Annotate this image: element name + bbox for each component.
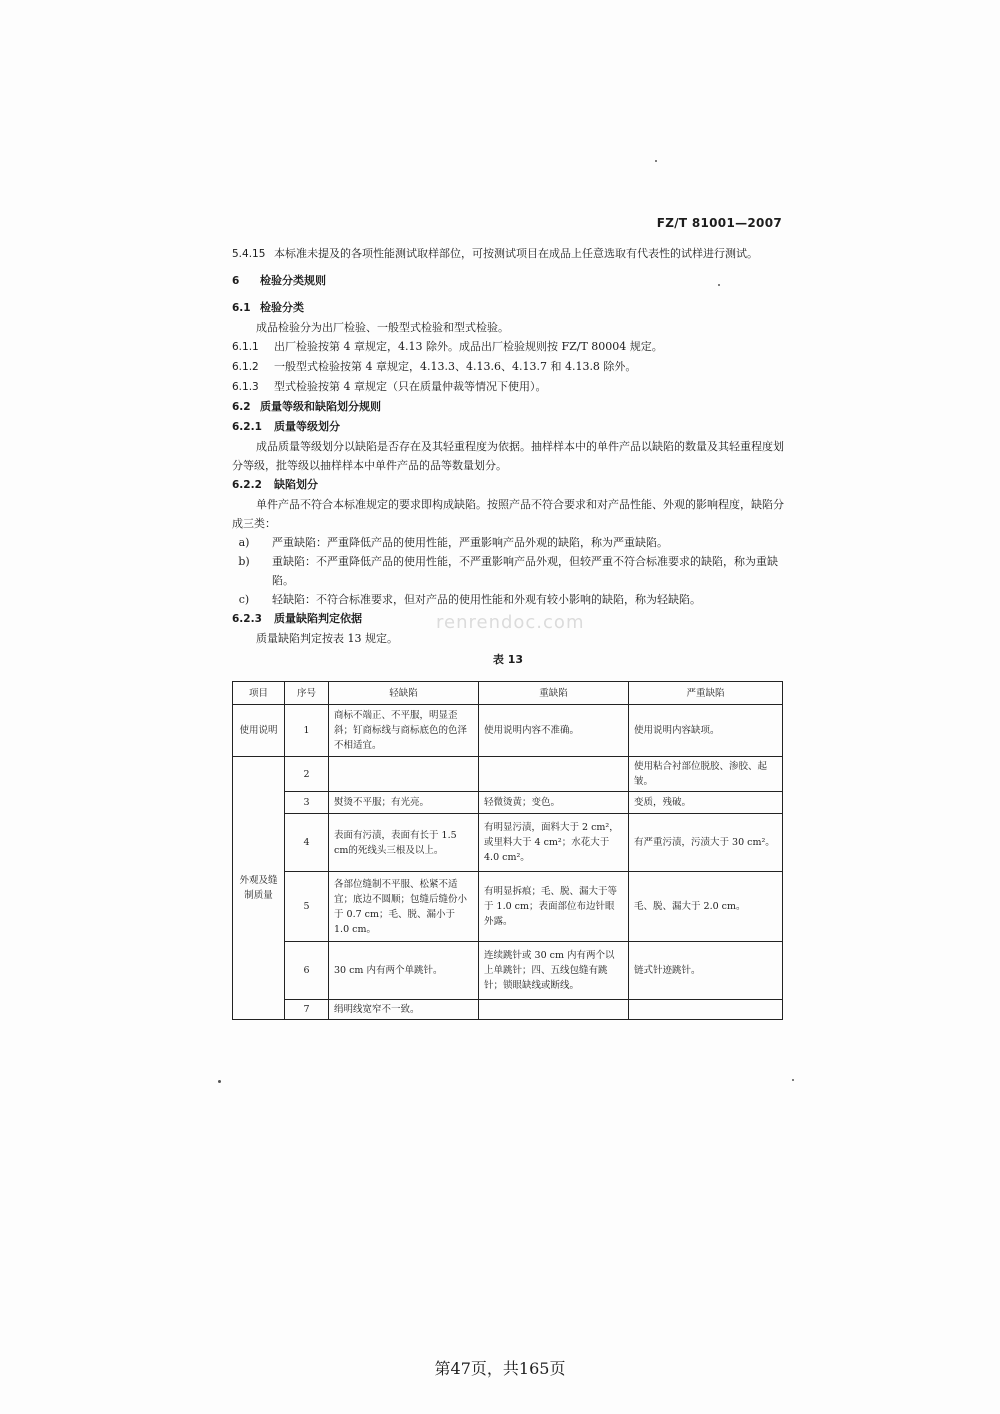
header-critical-defect: 严重缺陷: [629, 682, 783, 705]
table-header-row: [233, 682, 783, 705]
scan-speck: [792, 1079, 794, 1081]
major-cell: [479, 757, 629, 792]
list-item-c: c) 轻缺陷：不符合标准要求，但对产品的使用性能和外观有较小影响的缺陷，称为轻缺陷。: [238, 593, 701, 606]
clause-6-1-heading: 6.1 检验分类: [232, 301, 304, 314]
table-row: [233, 872, 783, 942]
document-body: [232, 244, 784, 673]
row-number: 1: [285, 705, 329, 757]
clause-6-1-3: 6.1.3 型式检验按第 4 章规定（只在质量仲裁等情况下使用）。: [232, 380, 547, 393]
row-number: 5: [285, 872, 329, 942]
critical-cell: 使用粘合衬部位脱胶、渗胶、起皱。: [629, 757, 783, 792]
minor-cell: 各部位缝制不平服、松紧不适宜；底边不圆顺；包缝后缝份小于 0.7 cm；毛、脱、漏小于 1.0 cm。: [329, 872, 479, 942]
minor-cell: 绢明线宽窄不一致。: [329, 1000, 479, 1020]
category-appearance: 外观及缝制质量: [233, 757, 285, 1020]
minor-cell: 30 cm 内有两个单跳针。: [329, 942, 479, 1000]
major-cell: 有明显拆痕；毛、脱、漏大于等于 1.0 cm；表面部位布边针眼外露。: [479, 872, 629, 942]
table-row: [233, 1000, 783, 1020]
chapter-6-heading: 6 检验分类规则: [232, 274, 326, 287]
header-major-defect: 重缺陷: [479, 682, 629, 705]
table-row: [233, 814, 783, 872]
row-number: 6: [285, 942, 329, 1000]
scan-speck: [655, 160, 657, 162]
critical-cell: 毛、脱、漏大于 2.0 cm。: [629, 872, 783, 942]
row-number: 3: [285, 792, 329, 814]
clause-6-2-3-text: 质量缺陷判定按表 13 规定。: [256, 632, 398, 645]
table-row: [233, 792, 783, 814]
standard-number: FZ/T 81001—2007: [656, 216, 782, 230]
major-cell: 有明显污渍，面料大于 2 cm²，或里料大于 4 cm²；水花大于 4.0 cm²。: [479, 814, 629, 872]
list-item-a: a) 严重缺陷：严重降低产品的使用性能，严重影响产品外观的缺陷，称为严重缺陷。: [238, 536, 668, 549]
clause-6-1-text: 成品检验分为出厂检验、一般型式检验和型式检验。: [256, 321, 509, 334]
clause-6-1-2: 6.1.2 一般型式检验按第 4 章规定，4.13.3、4.13.6、4.13.7 和 4.13.8 除外。: [232, 360, 637, 373]
row-number: 2: [285, 757, 329, 792]
table-row: [233, 705, 783, 757]
clause-6-2-1-text: 成品质量等级划分以缺陷是否存在及其轻重程度为依据。抽样样本中的单件产品以缺陷的数量及其轻重程度划分等级，批等级以抽样样本中单件产品的品等数量划分。: [232, 440, 784, 472]
critical-cell: 链式针迹跳针。: [629, 942, 783, 1000]
major-cell: 使用说明内容不准确。: [479, 705, 629, 757]
minor-cell: [329, 757, 479, 792]
minor-cell: 熨烫不平服；有光亮。: [329, 792, 479, 814]
row-number: 4: [285, 814, 329, 872]
critical-cell: 变质，残破。: [629, 792, 783, 814]
major-cell: 连续跳针或 30 cm 内有两个以上单跳针；四、五线包缝有跳针；锁眼缺线或断线。: [479, 942, 629, 1000]
header-number: 序号: [285, 682, 329, 705]
page-footer: 第47页，共165页: [434, 1359, 566, 1378]
clause-6-1-1: 6.1.1 出厂检验按第 4 章规定，4.13 除外。成品出厂检验规则按 FZ/T 80004 规定。: [232, 340, 663, 353]
list-item-b: b) 重缺陷：不严重降低产品的使用性能，不严重影响产品外观，但较严重不符合标准要求的缺陷，称为重缺陷。: [238, 555, 778, 587]
row-number: 7: [285, 1000, 329, 1020]
critical-cell: 有严重污渍，污渍大于 30 cm²。: [629, 814, 783, 872]
minor-cell: 商标不端正、不平服，明显歪斜；钉商标线与商标底色的色泽不相适宜。: [329, 705, 479, 757]
clause-6-2-1-heading: 6.2.1 质量等级划分: [232, 420, 340, 433]
minor-cell: 表面有污渍，表面有长于 1.5 cm的死线头三根及以上。: [329, 814, 479, 872]
header-item: 项目: [233, 682, 285, 705]
major-cell: 轻微烫黄；变色。: [479, 792, 629, 814]
header-minor-defect: 轻缺陷: [329, 682, 479, 705]
critical-cell: [629, 1000, 783, 1020]
clause-5-4-15: 5.4.15 本标准未提及的各项性能测试取样部位，可按测试项目在成品上任意选取有代表性的试样进行测试。: [232, 247, 758, 260]
watermark: renrendoc.com: [436, 612, 585, 633]
category-usage: 使用说明: [233, 705, 285, 757]
clause-6-2-3-heading: 6.2.3 质量缺陷判定依据: [232, 612, 362, 625]
major-cell: [479, 1000, 629, 1020]
table-row: [233, 942, 783, 1000]
clause-6-2-2-heading: 6.2.2 缺陷划分: [232, 478, 318, 491]
clause-6-2-heading: 6.2 质量等级和缺陷划分规则: [232, 400, 381, 413]
table-row: [233, 757, 783, 792]
table-caption: 表 13: [492, 653, 524, 666]
clause-6-2-2-text: 单件产品不符合本标准规定的要求即构成缺陷。按照产品不符合要求和对产品性能、外观的影响程度，缺陷分成三类：: [232, 498, 784, 530]
defect-table: [232, 681, 783, 1020]
critical-cell: 使用说明内容缺项。: [629, 705, 783, 757]
scan-speck: [218, 1080, 221, 1083]
